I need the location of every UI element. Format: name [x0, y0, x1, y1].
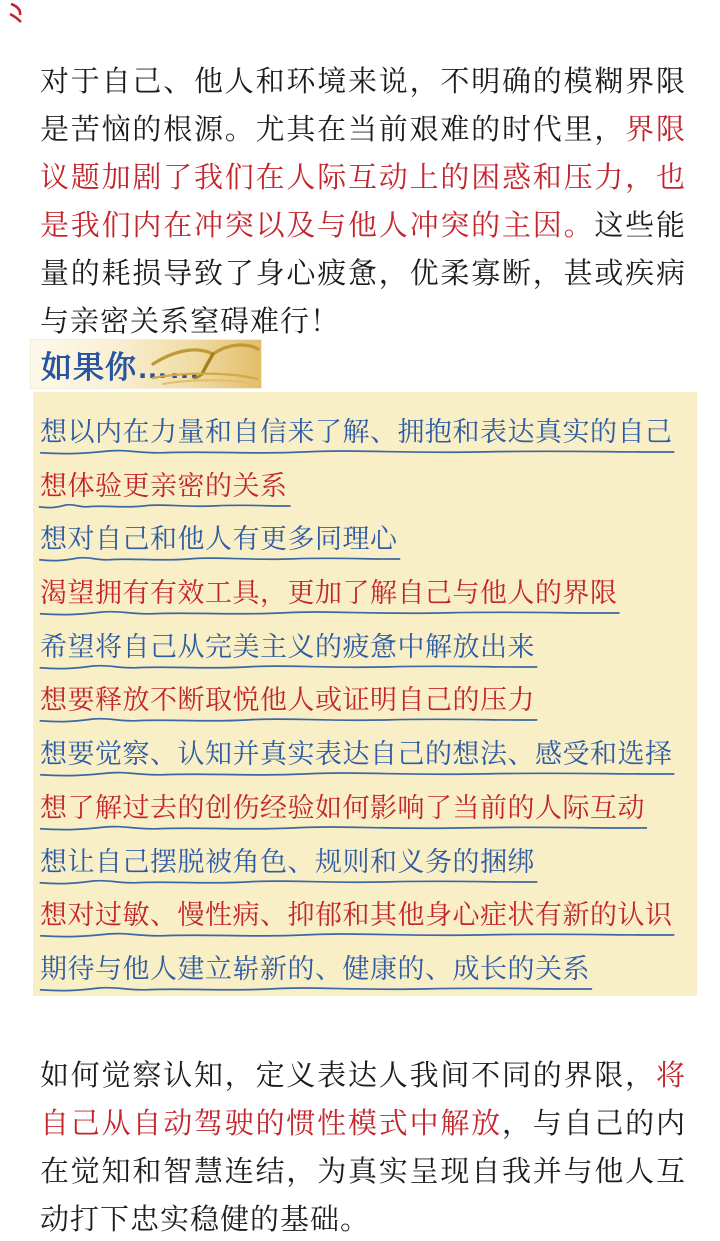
hand-drawn-underline: [38, 660, 539, 672]
hand-drawn-underline: [38, 875, 539, 887]
list-item: [40, 686, 697, 740]
list-item: [40, 418, 697, 472]
hand-drawn-underline: [38, 928, 677, 940]
list-item: [40, 794, 697, 848]
list-item-text: 希望将自己从完美主义的疲惫中解放出来: [40, 633, 535, 662]
intro-paragraph: [40, 58, 686, 346]
list-item: [40, 740, 697, 794]
list-item-text: 想对自己和他人有更多同理心: [40, 525, 398, 554]
list-item-text: 渴望拥有有效工具，更加了解自己与他人的界限: [40, 579, 618, 608]
hand-drawn-underline: [38, 821, 649, 833]
golden-bird-icon: [149, 342, 261, 388]
list-item: [40, 633, 697, 687]
list-item-text: 想让自己摆脱被角色、规则和义务的捆绑: [40, 848, 535, 877]
list-item-text: 期待与他人建立崭新的、健康的、成长的关系: [40, 955, 590, 984]
text-segment-black: ，与自己的内在觉知和智慧连结，为真实呈现自我并与他人互动打下忠实稳健的基础。: [40, 1108, 686, 1236]
text-segment-red: 将自己从自动驾驶的惯性模式中解放: [40, 1060, 686, 1140]
hand-drawn-underline: [38, 606, 622, 618]
list-item: [40, 901, 697, 955]
list-item: [40, 955, 697, 1009]
list-item: [40, 472, 697, 526]
list-item: [40, 525, 697, 579]
hand-drawn-underline: [38, 767, 677, 779]
text-segment-black: 这些能量的耗损导致了身心疲惫，优柔寡断，甚或疾病与亲密关系窒碍难行！: [40, 210, 686, 338]
cropped-red-glyph: [8, 2, 24, 24]
hand-drawn-underline: [38, 713, 539, 725]
hand-drawn-underline: [38, 445, 677, 457]
list-item-text: 想体验更亲密的关系: [40, 472, 288, 501]
list-item-text: 想对过敏、慢性病、抑郁和其他身心症状有新的认识: [40, 901, 673, 930]
list-box-header: [31, 340, 261, 388]
hand-drawn-underline: [38, 499, 292, 511]
text-segment-red: 界限议题加剧了我们在人际互动上的困惑和压力，也是我们内在冲突以及与他人冲突的主因。: [40, 114, 686, 242]
list-box: [33, 392, 697, 996]
hand-drawn-underline: [38, 552, 402, 564]
list-box-title: 如果你……: [41, 349, 201, 385]
list-item-text: 想要释放不断取悦他人或证明自己的压力: [40, 686, 535, 715]
list-item: [40, 579, 697, 633]
list-item: [40, 848, 697, 902]
list-item-text: 想了解过去的创伤经验如何影响了当前的人际互动: [40, 794, 645, 823]
text-segment-black: 如何觉察认知，定义表达人我间不同的界限，: [40, 1060, 656, 1092]
list-item-text: 想要觉察、认知并真实表达自己的想法、感受和选择: [40, 740, 673, 769]
outro-paragraph: [40, 1052, 686, 1241]
hand-drawn-underline: [38, 982, 594, 994]
list-item-text: 想以内在力量和自信来了解、拥抱和表达真实的自己: [40, 418, 673, 447]
text-segment-black: 对于自己、他人和环境来说，不明确的模糊界限是苦恼的根源。尤其在当前艰难的时代里，: [40, 66, 686, 146]
